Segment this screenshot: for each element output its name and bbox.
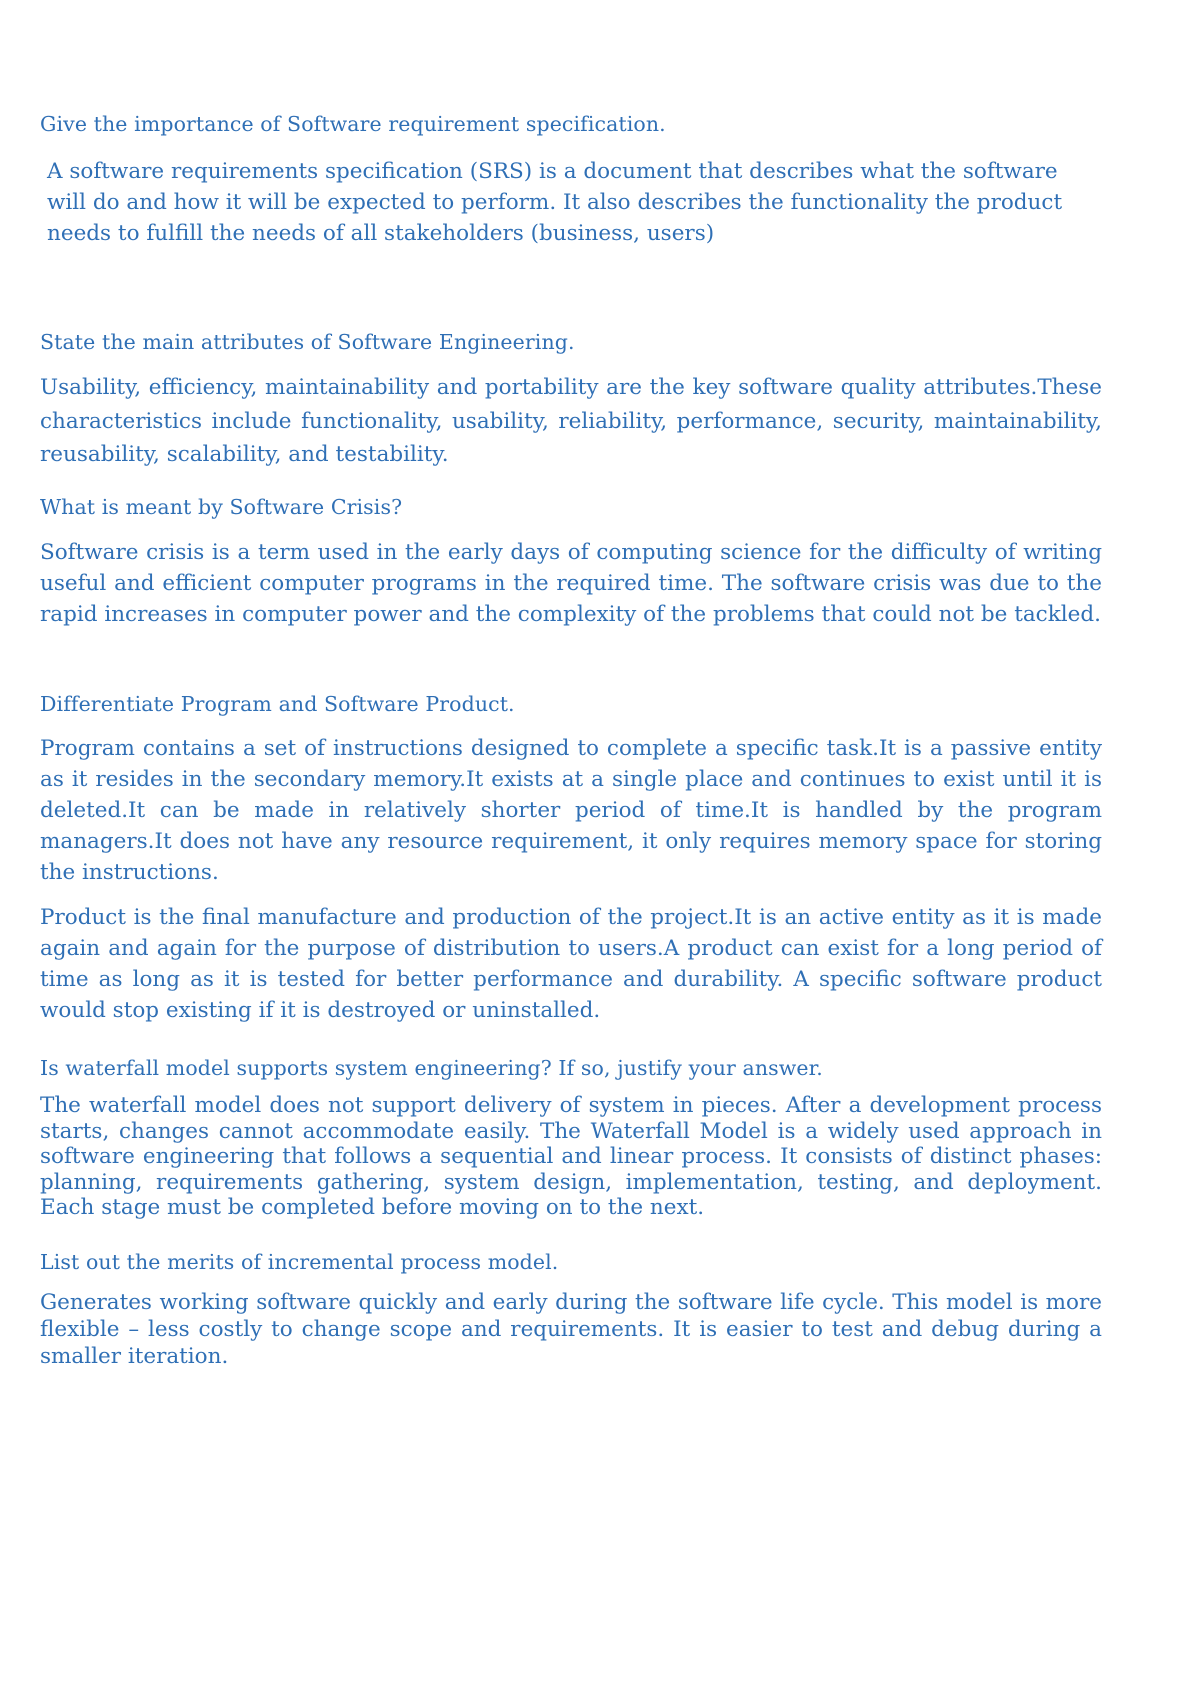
answer-incremental-model-merits: Generates working software quickly and early during the software life cycle. This model is more flexible – less costly to change scope and requirements. It is easier to test and debug during a smaller iteration. xyxy=(40,1290,1102,1369)
question-srs-importance: Give the importance of Software requirement specification. xyxy=(40,112,666,136)
answer-software-engineering-attributes: Usability, efficiency, maintainability and portability are the key software quality attributes.These characteristics include functionality, usability, reliability, performance, security, maintainability, reusability, scalability, and testability. xyxy=(40,375,1102,467)
answer-srs-importance: A software requirements specification (SRS) is a document that describes what the software will do and how it will be expected to perform. It also describes the functionality the product needs to fulfill the needs of all stakeholders (business, users) xyxy=(47,159,1063,246)
question-waterfall-model: Is waterfall model supports system engineering? If so, justify your answer. xyxy=(40,1056,823,1080)
answer-software-crisis: Software crisis is a term used in the early days of computing science for the difficulty of writing useful and efficient computer programs in the required time. The software crisis was due to the rapid increases in computer power and the complexity of the problems that could not be tackled. xyxy=(40,540,1102,627)
answer-product-definition: Product is the final manufacture and production of the project.It is an active entity as it is made again and again for the purpose of distribution to users.A product can exist for a long period of time as long as it is tested for better performance and durability. A specific software product would stop existing if it is destroyed or uninstalled. xyxy=(40,905,1102,1023)
question-incremental-model-merits: List out the merits of incremental process model. xyxy=(40,1250,559,1274)
answer-waterfall-model: The waterfall model does not support delivery of system in pieces. After a development process starts, changes cannot accommodate easily. The Waterfall Model is a widely used approach in software engineering that follows a sequential and linear process. It consists of distinct phases: planning, requirements gathering, system design, implementation, testing, and deployment. Each stage must be completed before moving on to the next. xyxy=(40,1093,1102,1220)
question-program-vs-product: Differentiate Program and Software Product. xyxy=(40,692,515,716)
answer-program-definition: Program contains a set of instructions designed to complete a specific task.It is a passive entity as it resides in the secondary memory.It exists at a single place and continues to exist until it is deleted.It can be made in relatively shorter period of time.It is handled by the program managers.It does not have any resource requirement, it only requires memory space for storing the instructions. xyxy=(40,736,1102,885)
question-software-crisis: What is meant by Software Crisis? xyxy=(40,495,403,519)
question-software-engineering-attributes: State the main attributes of Software Engineering. xyxy=(40,330,575,354)
